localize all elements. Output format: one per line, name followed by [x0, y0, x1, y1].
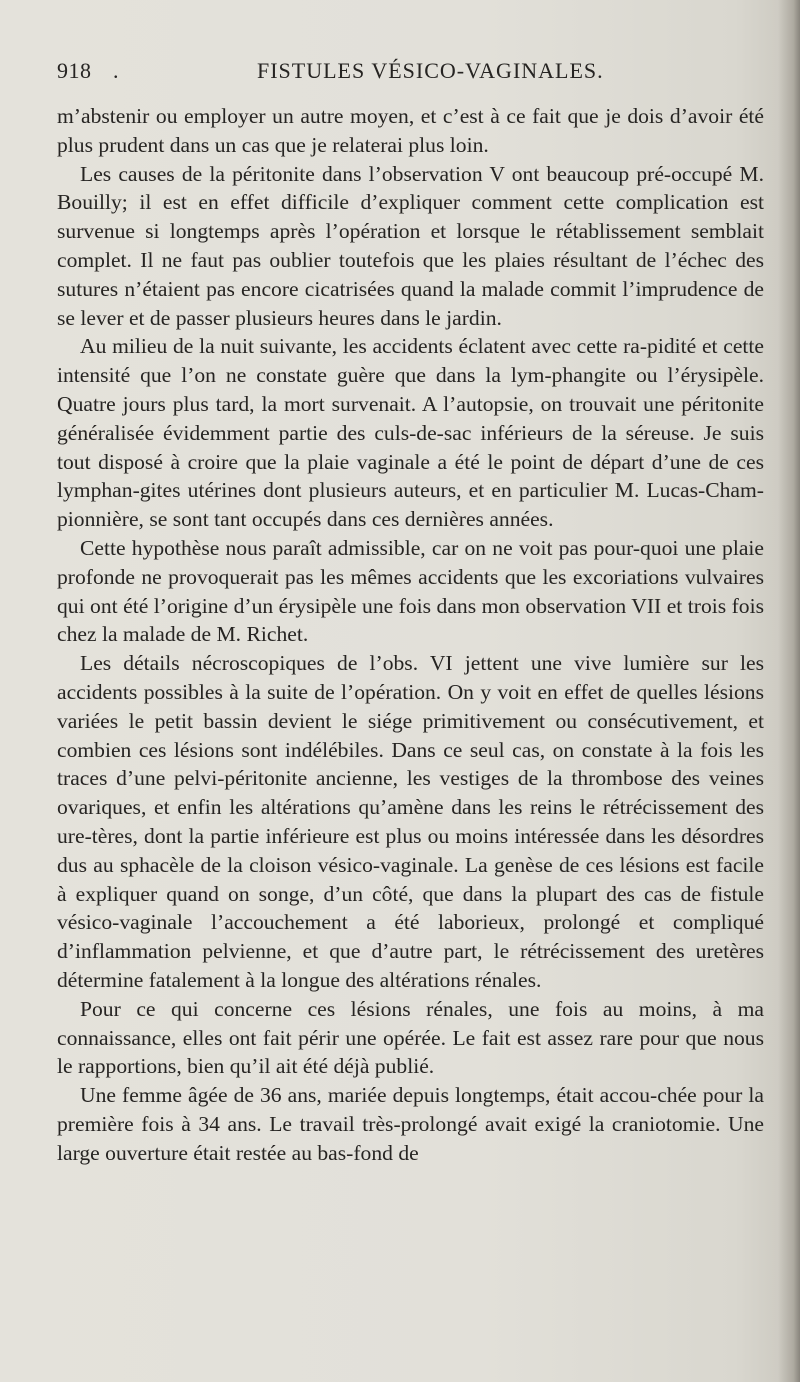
running-head-separator: .: [113, 58, 119, 83]
body-text: [57, 102, 764, 1167]
paragraph: Les causes de la péritonite dans l’observation V ont beaucoup pré-occupé M. Bouilly; il est en effet difficile d’expliquer comment cette complication est survenue si longtemps après l’opération et lorsque le rétablissement semblait complet. Il ne faut pas oublier toutefois que les plaies résultant de l’échec des sutures n’étaient pas encore cicatrisées quand la malade commit l’imprudence de se lever et de passer plusieurs heures dans le jardin.: [57, 161, 764, 330]
paragraph: Pour ce qui concerne ces lésions rénales, une fois au moins, à ma connaissance, elles ont fait périr une opérée. Le fait est assez rare pour que nous le rapportions, bien qu’il ait été déjà publié.: [57, 996, 764, 1079]
page-edge-shadow: [778, 0, 800, 1382]
paragraph: Au milieu de la nuit suivante, les accidents éclatent avec cette ra-pidité et cette intensité que l’on ne constate guère que dans la lym-phangite ou l’érysipèle. Quatre jours plus tard, la mort survenait. A l’autopsie, on trouvait une péritonite généralisée évidemment partie des culs-de-sac inférieurs de la séreuse. Je suis tout disposé à croire que la plaie vaginale a été le point de départ d’une de ces lymphan-gites utérines dont plusieurs auteurs, et en particulier M. Lucas-Cham-pionnière, se sont tant occupés dans ces dernières années.: [57, 334, 764, 532]
paragraph: Les détails nécroscopiques de l’obs. VI jettent une vive lumière sur les accidents possibles à la suite de l’opération. On y voit en effet de quelles lésions variées le petit bassin devient le siége primitivement ou consécutivement, et combien ces lésions sont indélébiles. Dans ce seul cas, on constate à la fois les traces d’une pelvi-péritonite ancienne, les vestiges de la thrombose des veines ovariques, et enfin les altérations qu’amène dans les reins le rétrécissement des ure-tères, dont la partie inférieure est plus ou moins intéressée dans les désordres dus au sphacèle de la cloison vésico-vaginale. La genèse de ces lésions est facile à expliquer quand on songe, d’un côté, que dans la plupart des cas de fistule vésico-vaginale l’accouchement a été laborieux, prolongé et compliqué d’inflammation pelvienne, et que d’autre part, le rétrécissement des uretères détermine fatalement à la longue des altérations rénales.: [57, 651, 764, 992]
running-head: [57, 58, 757, 92]
paragraph: Cette hypothèse nous paraît admissible, car on ne voit pas pour-quoi une plaie profonde ne provoquerait pas les mêmes accidents que les excoriations vulvaires qui ont été l’origine d’un érysipèle une fois dans mon observation VII et trois fois chez la malade de M. Richet.: [57, 535, 764, 647]
page-number: 918: [57, 58, 92, 83]
paragraph-continued: m’abstenir ou employer un autre moyen, et c’est à ce fait que je dois d’avoir été plus prudent dans un cas que je relaterai plus loin.: [57, 104, 764, 157]
running-title: FISTULES VÉSICO-VAGINALES.: [257, 58, 604, 83]
paragraph: Une femme âgée de 36 ans, mariée depuis longtemps, était accou-chée pour la première fois à 34 ans. Le travail très-prolongé avait exigé la craniotomie. Une large ouverture était restée au bas-fond de: [57, 1083, 764, 1165]
